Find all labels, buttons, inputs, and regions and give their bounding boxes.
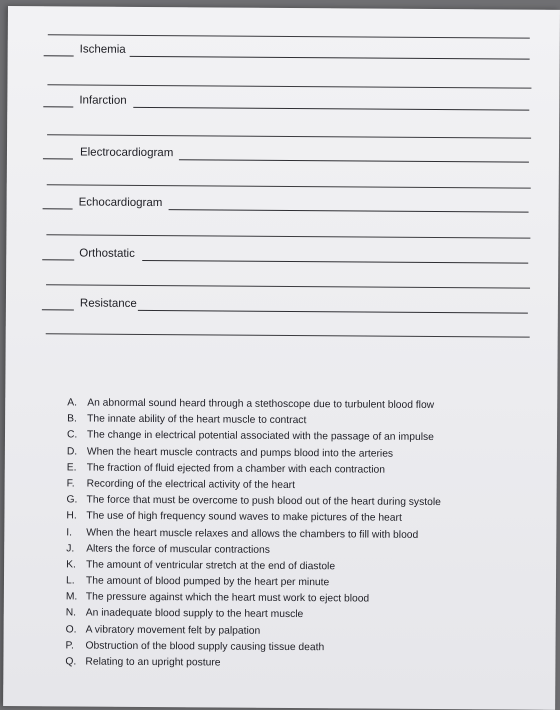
answer-blank[interactable]: [42, 259, 74, 260]
definition-text: Obstruction of the blood supply causing tissue death: [85, 640, 324, 653]
answer-blank[interactable]: [43, 208, 73, 209]
definition-line[interactable]: [130, 56, 530, 60]
answer-blank[interactable]: [43, 106, 73, 107]
term-label: Orthostatic: [79, 248, 135, 260]
ruled-line: [46, 284, 530, 288]
definition-text: An inadequate blood supply to the heart muscle: [86, 608, 304, 621]
definition-letter: L.: [66, 573, 86, 589]
definition-line[interactable]: [169, 209, 529, 213]
definition-text: When the heart muscle relaxes and allows the chambers to fill with blood: [86, 527, 418, 540]
ruled-line: [46, 234, 530, 238]
definition-letter: E.: [67, 460, 87, 476]
definition-letter: P.: [65, 638, 85, 654]
ruled-line: [47, 84, 531, 88]
term-label: Echocardiogram: [79, 196, 163, 209]
term-label: Electrocardiogram: [80, 147, 173, 160]
definition-text: The use of high frequency sound waves to make pictures of the heart: [86, 511, 401, 524]
answer-blank[interactable]: [42, 309, 74, 310]
definition-text: A vibratory movement felt by palpation: [86, 624, 261, 636]
definition-text: When the heart muscle contracts and pumps blood into the arteries: [87, 446, 393, 459]
term-label: Ischemia: [80, 44, 126, 56]
definition-letter: Q.: [65, 654, 85, 670]
ruled-line: [48, 34, 530, 38]
definition-text: The amount of blood pumped by the heart per minute: [86, 576, 329, 589]
ruled-line: [47, 134, 531, 138]
ruled-line: [46, 333, 530, 337]
definition-text: The pressure against which the heart must work to eject blood: [86, 592, 369, 605]
definition-letter: A.: [67, 395, 87, 411]
definition-item: [65, 654, 535, 673]
definition-text: The innate ability of the heart muscle to contract: [87, 414, 306, 427]
definition-line[interactable]: [138, 310, 528, 314]
definition-line[interactable]: [179, 159, 529, 162]
answer-blank[interactable]: [44, 55, 74, 56]
definition-letter: O.: [66, 622, 86, 638]
definition-text: Alters the force of muscular contractions: [86, 543, 270, 555]
ruled-line: [47, 184, 531, 188]
definition-letter: B.: [67, 412, 87, 428]
definition-letter: H.: [66, 509, 86, 525]
definition-letter: G.: [66, 493, 86, 509]
term-label: Infarction: [79, 95, 126, 107]
definition-line[interactable]: [133, 107, 529, 111]
definition-letter: N.: [66, 606, 86, 622]
definition-letter: K.: [66, 557, 86, 573]
definitions-list: [65, 395, 537, 673]
definition-letter: M.: [66, 590, 86, 606]
definition-letter: F.: [67, 476, 87, 492]
definition-text: The amount of ventricular stretch at the end of diastole: [86, 559, 335, 572]
definition-line[interactable]: [142, 260, 528, 264]
term-label: Resistance: [80, 298, 137, 310]
definition-letter: C.: [67, 428, 87, 444]
definition-text: An abnormal sound heard through a stethoscope due to turbulent blood flow: [87, 398, 434, 411]
definition-text: The fraction of fluid ejected from a chamber with each contraction: [87, 462, 385, 475]
worksheet-page: [3, 6, 560, 710]
definition-text: Relating to an upright posture: [85, 657, 220, 669]
definition-text: The force that must be overcome to push blood out of the heart during systole: [87, 495, 441, 508]
definition-letter: D.: [67, 444, 87, 460]
answer-blank[interactable]: [43, 158, 73, 159]
definition-letter: J.: [66, 541, 86, 557]
definition-text: Recording of the electrical activity of the heart: [87, 478, 295, 490]
definition-letter: I.: [66, 525, 86, 541]
definition-text: The change in electrical potential associated with the passage of an impulse: [87, 430, 434, 443]
